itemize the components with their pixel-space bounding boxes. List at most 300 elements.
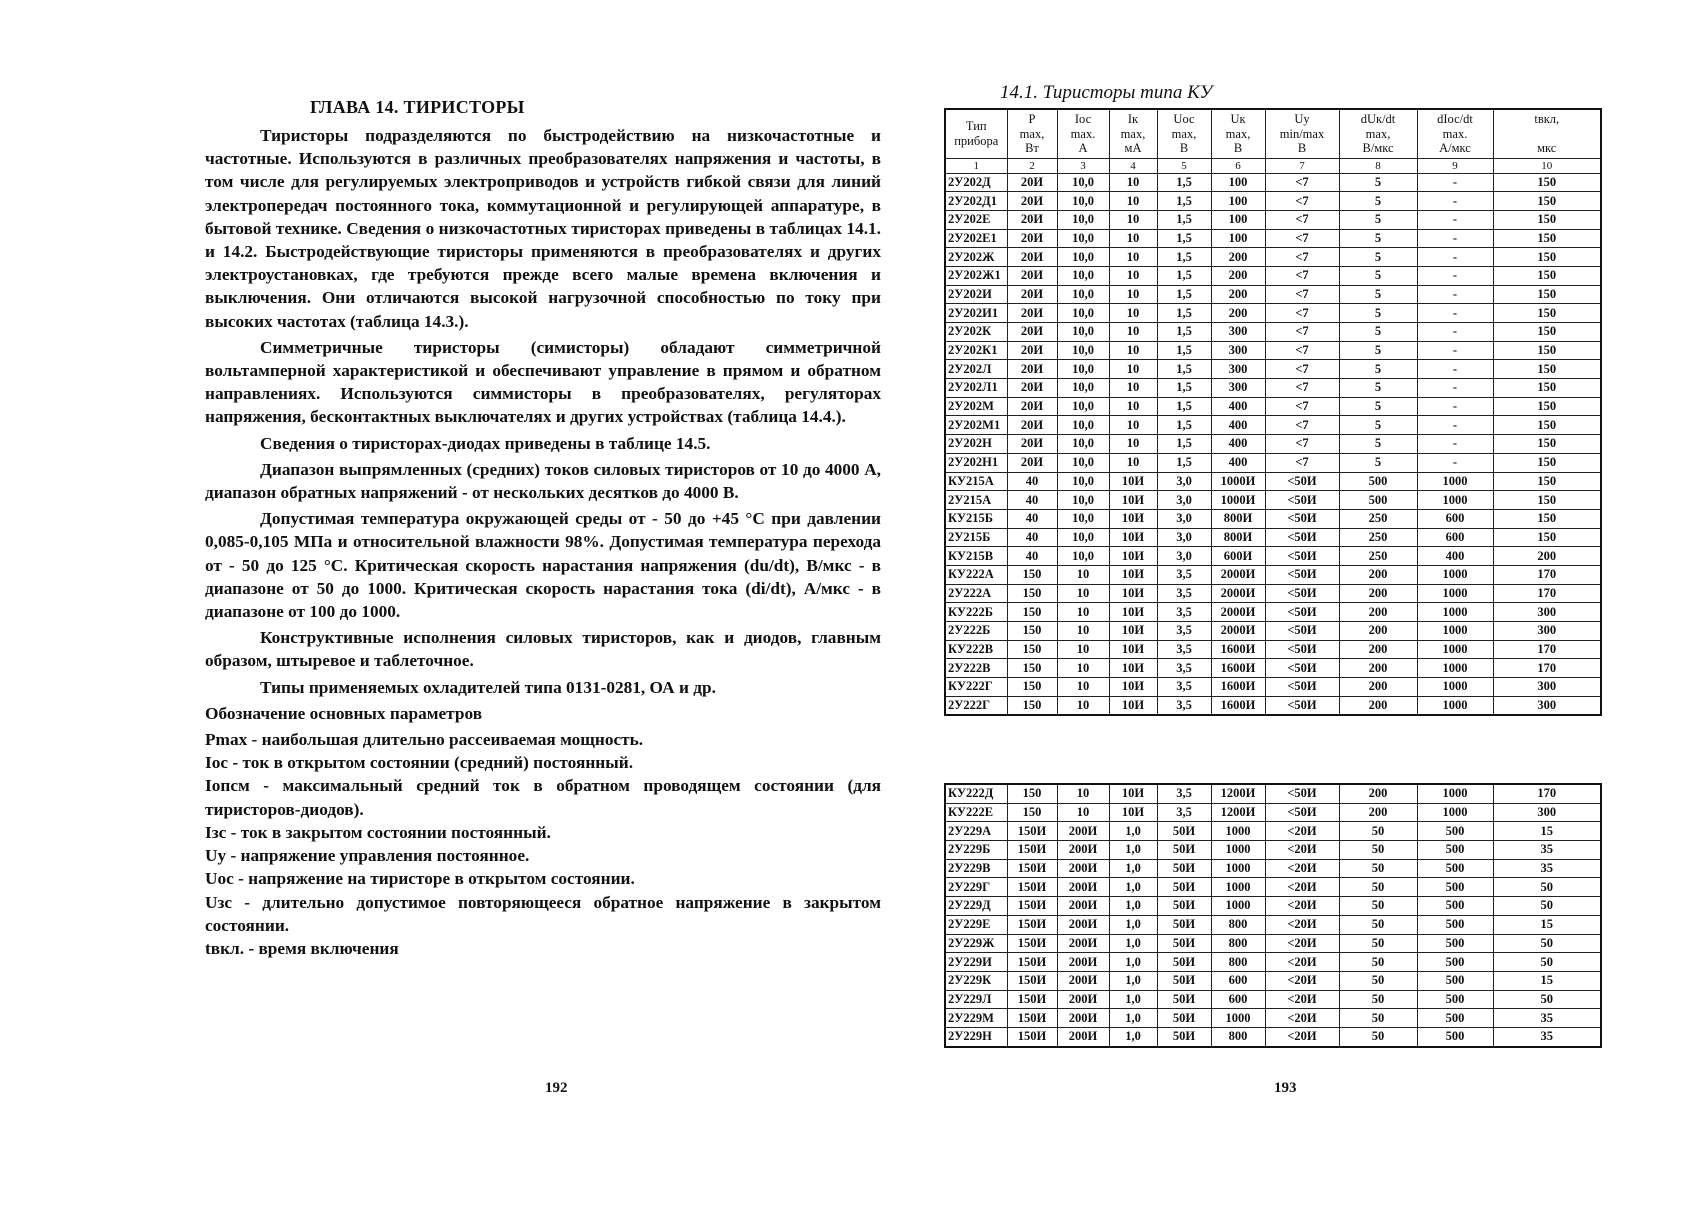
table-cell: 10,0 xyxy=(1057,472,1109,491)
table-cell: 10,0 xyxy=(1057,453,1109,472)
table-cell: 3,0 xyxy=(1157,547,1211,566)
table-cell: 5 xyxy=(1339,341,1417,360)
column-header xyxy=(1057,109,1109,158)
table-cell: 10,0 xyxy=(1057,379,1109,398)
table-cell: 1000 xyxy=(1417,472,1493,491)
table-cell: 150 xyxy=(1493,341,1601,360)
table-cell: <7 xyxy=(1265,173,1339,192)
device-type-cell: 2У229Н xyxy=(945,1027,1007,1046)
device-type-cell: 2У229И xyxy=(945,953,1007,972)
device-type-cell: 2У229Ж xyxy=(945,934,1007,953)
table-cell: 10И xyxy=(1109,803,1157,822)
paragraph: Типы применяемых охладителей типа 0131-0281, ОА и др. xyxy=(260,677,716,697)
table-cell: 600 xyxy=(1417,509,1493,528)
table-cell: <7 xyxy=(1265,248,1339,267)
table-cell: 10 xyxy=(1109,304,1157,323)
param-definition: Iос - ток в открытом состоянии (средний) постоянный. xyxy=(205,753,634,773)
column-header-line: max, xyxy=(1225,126,1251,141)
table-cell: 1600И xyxy=(1211,678,1265,697)
table-cell: 1000 xyxy=(1417,584,1493,603)
table-row xyxy=(945,659,1601,678)
table-cell: 150 xyxy=(1493,173,1601,192)
column-header-line: max, xyxy=(1171,126,1197,141)
table-cell: 40 xyxy=(1007,509,1057,528)
table-cell: 1,5 xyxy=(1157,360,1211,379)
table-cell: 500 xyxy=(1339,491,1417,510)
table-cell: - xyxy=(1417,323,1493,342)
table-cell: 5 xyxy=(1339,397,1417,416)
table-cell: 150И xyxy=(1007,971,1057,990)
table-cell: <20И xyxy=(1265,971,1339,990)
table-cell: 50 xyxy=(1339,990,1417,1009)
device-type-cell: КУ222А xyxy=(945,565,1007,584)
table-cell: 10И xyxy=(1109,603,1157,622)
table-cell: 500 xyxy=(1417,841,1493,860)
table-cell: 400 xyxy=(1211,453,1265,472)
table-cell: <20И xyxy=(1265,841,1339,860)
param-definition: Pmax - наибольшая длительно рассеиваемая мощность. xyxy=(205,730,644,750)
param-definition: Iзс - ток в закрытом состоянии постоянный. xyxy=(205,822,551,842)
table-row xyxy=(945,841,1601,860)
table-row xyxy=(945,341,1601,360)
table-cell: 200 xyxy=(1211,248,1265,267)
column-header xyxy=(1157,109,1211,158)
table-cell: 10,0 xyxy=(1057,491,1109,510)
column-header xyxy=(1417,109,1493,158)
table-cell: 200И xyxy=(1057,971,1109,990)
table-cell: 150И xyxy=(1007,897,1057,916)
table-cell: 20И xyxy=(1007,435,1057,454)
table-cell: 150И xyxy=(1007,859,1057,878)
table-cell: 200 xyxy=(1339,659,1417,678)
table-cell: - xyxy=(1417,285,1493,304)
table-cell: 10,0 xyxy=(1057,341,1109,360)
table-cell: 10И xyxy=(1109,640,1157,659)
table-cell: 150 xyxy=(1493,323,1601,342)
table-cell: 200И xyxy=(1057,822,1109,841)
table-cell: <20И xyxy=(1265,1027,1339,1046)
table-cell: 1,5 xyxy=(1157,248,1211,267)
table-cell: 170 xyxy=(1493,659,1601,678)
table-cell: 150И xyxy=(1007,1027,1057,1046)
table-cell: 500 xyxy=(1417,990,1493,1009)
column-header-line: В xyxy=(1297,141,1307,155)
table-cell: 1,0 xyxy=(1109,897,1157,916)
table-cell: 1,5 xyxy=(1157,173,1211,192)
table-cell: 10 xyxy=(1057,584,1109,603)
table-cell: 150 xyxy=(1007,565,1057,584)
table-cell: <7 xyxy=(1265,341,1339,360)
table-cell: <20И xyxy=(1265,915,1339,934)
table-cell: 50 xyxy=(1339,953,1417,972)
table-cell: 2000И xyxy=(1211,584,1265,603)
table-cell: 170 xyxy=(1493,584,1601,603)
device-type-cell: 2У229Д xyxy=(945,897,1007,916)
table-cell: 1,0 xyxy=(1109,841,1157,860)
column-number: 4 xyxy=(1109,158,1157,173)
table-cell: 10 xyxy=(1109,323,1157,342)
table-cell: <50И xyxy=(1265,784,1339,803)
table-cell: 300 xyxy=(1493,678,1601,697)
table-cell: 150 xyxy=(1493,453,1601,472)
table-cell: 5 xyxy=(1339,229,1417,248)
table-cell: 1,5 xyxy=(1157,323,1211,342)
table-cell: 1,0 xyxy=(1109,859,1157,878)
column-number: 7 xyxy=(1265,158,1339,173)
device-type-cell: 2У202Ж xyxy=(945,248,1007,267)
table-cell: 10 xyxy=(1057,603,1109,622)
table-cell: 500 xyxy=(1417,859,1493,878)
table-cell: 1,0 xyxy=(1109,822,1157,841)
column-header xyxy=(1007,109,1057,158)
table-cell: 200И xyxy=(1057,859,1109,878)
table-cell: 150 xyxy=(1007,622,1057,641)
table-cell: 150И xyxy=(1007,841,1057,860)
table-cell: 3,5 xyxy=(1157,784,1211,803)
device-type-cell: 2У229К xyxy=(945,971,1007,990)
column-header-line: tвкл, xyxy=(1534,112,1560,126)
table-cell: 300 xyxy=(1493,803,1601,822)
table-cell: 1,5 xyxy=(1157,379,1211,398)
table-cell: 10 xyxy=(1057,784,1109,803)
table-cell: <50И xyxy=(1265,491,1339,510)
table-cell: 10,0 xyxy=(1057,229,1109,248)
table-cell: 1000И xyxy=(1211,491,1265,510)
column-header-line: Uк xyxy=(1230,112,1246,126)
table-cell: 3,5 xyxy=(1157,584,1211,603)
table-cell: 150 xyxy=(1007,678,1057,697)
table-cell: 50И xyxy=(1157,971,1211,990)
table-cell: 150И xyxy=(1007,953,1057,972)
device-type-cell: 2У202Н xyxy=(945,435,1007,454)
table-cell: 300 xyxy=(1211,323,1265,342)
device-type-cell: 2У202Е xyxy=(945,210,1007,229)
table-cell: 10 xyxy=(1109,192,1157,211)
table-cell: 500 xyxy=(1339,472,1417,491)
table-cell: 10 xyxy=(1109,360,1157,379)
table-row xyxy=(945,285,1601,304)
table-cell: 200 xyxy=(1339,803,1417,822)
table-row xyxy=(945,678,1601,697)
table-cell: 100 xyxy=(1211,229,1265,248)
table-row xyxy=(945,859,1601,878)
table-cell: 10 xyxy=(1057,803,1109,822)
table-cell: <7 xyxy=(1265,304,1339,323)
table-cell: <7 xyxy=(1265,210,1339,229)
table-cell: 150 xyxy=(1493,379,1601,398)
table-cell: 40 xyxy=(1007,472,1057,491)
table-cell: 200И xyxy=(1057,878,1109,897)
table-cell: 1,5 xyxy=(1157,266,1211,285)
table-cell: 150 xyxy=(1493,266,1601,285)
table-cell: 10И xyxy=(1109,678,1157,697)
table-cell: 200 xyxy=(1211,266,1265,285)
table-cell: - xyxy=(1417,304,1493,323)
column-header-line: dIос/dt xyxy=(1437,112,1473,126)
device-type-cell: 2У202М1 xyxy=(945,416,1007,435)
table-cell: 5 xyxy=(1339,416,1417,435)
table-cell: 10,0 xyxy=(1057,416,1109,435)
column-header xyxy=(1339,109,1417,158)
column-header-line: В xyxy=(1233,141,1243,155)
table-cell: <7 xyxy=(1265,397,1339,416)
table-cell: 3,5 xyxy=(1157,640,1211,659)
table-cell: 15 xyxy=(1493,971,1601,990)
table-row xyxy=(945,397,1601,416)
table-cell: 5 xyxy=(1339,360,1417,379)
table-cell: 500 xyxy=(1417,822,1493,841)
table-cell: 10,0 xyxy=(1057,435,1109,454)
table-cell: 200 xyxy=(1339,784,1417,803)
table-cell: <20И xyxy=(1265,897,1339,916)
table-cell: 200 xyxy=(1339,565,1417,584)
table-cell: 50 xyxy=(1339,859,1417,878)
table-cell: 1600И xyxy=(1211,640,1265,659)
table-cell: <50И xyxy=(1265,547,1339,566)
table-row xyxy=(945,528,1601,547)
table-row xyxy=(945,822,1601,841)
table-cell: 1000 xyxy=(1211,878,1265,897)
table-cell: 300 xyxy=(1211,341,1265,360)
table-cell: 10,0 xyxy=(1057,266,1109,285)
table-cell: - xyxy=(1417,229,1493,248)
param-definition: Uос - напряжение на тиристоре в открытом состоянии. xyxy=(205,869,635,889)
table-cell: 10 xyxy=(1109,248,1157,267)
column-number-row xyxy=(945,158,1601,173)
column-header xyxy=(1211,109,1265,158)
column-number: 3 xyxy=(1057,158,1109,173)
device-type-cell: 2У215Б xyxy=(945,528,1007,547)
table-cell: 150И xyxy=(1007,915,1057,934)
table-cell: 150 xyxy=(1007,803,1057,822)
table-cell: 5 xyxy=(1339,323,1417,342)
table-row xyxy=(945,416,1601,435)
table-cell: 20И xyxy=(1007,173,1057,192)
table-cell: <20И xyxy=(1265,953,1339,972)
table-cell: 250 xyxy=(1339,528,1417,547)
table-row xyxy=(945,547,1601,566)
table-cell: <20И xyxy=(1265,822,1339,841)
table-cell: 1200И xyxy=(1211,803,1265,822)
table-cell: <50И xyxy=(1265,622,1339,641)
table-cell: 5 xyxy=(1339,210,1417,229)
table-row xyxy=(945,622,1601,641)
table-row xyxy=(945,323,1601,342)
table-cell: 200И xyxy=(1057,953,1109,972)
device-type-cell: 2У202К xyxy=(945,323,1007,342)
table-cell: 150И xyxy=(1007,822,1057,841)
table-cell: 1000 xyxy=(1417,565,1493,584)
table-cell: <50И xyxy=(1265,659,1339,678)
device-type-cell: КУ222Г xyxy=(945,678,1007,697)
param-definition: Uy - напряжение управления постоянное. xyxy=(205,846,530,866)
table-cell: 20И xyxy=(1007,229,1057,248)
table-cell: 10 xyxy=(1109,341,1157,360)
table-cell: 1000 xyxy=(1417,784,1493,803)
table-cell: 20И xyxy=(1007,341,1057,360)
table-cell: 150 xyxy=(1493,528,1601,547)
table-cell: 800И xyxy=(1211,528,1265,547)
table-cell: 50И xyxy=(1157,822,1211,841)
table-cell: - xyxy=(1417,379,1493,398)
table-cell: 10И xyxy=(1109,547,1157,566)
table-cell: <50И xyxy=(1265,472,1339,491)
table-row xyxy=(945,360,1601,379)
table-cell: - xyxy=(1417,248,1493,267)
table-cell: 150 xyxy=(1007,784,1057,803)
table-row xyxy=(945,953,1601,972)
table-cell: 600 xyxy=(1211,971,1265,990)
page-number: 192 xyxy=(545,1080,568,1096)
table-cell: 500 xyxy=(1417,934,1493,953)
device-type-cell: 2У229Е xyxy=(945,915,1007,934)
table-cell: - xyxy=(1417,416,1493,435)
column-number: 8 xyxy=(1339,158,1417,173)
table-cell: 150 xyxy=(1493,285,1601,304)
column-header-line: max, xyxy=(1019,126,1045,141)
device-type-cell: 2У202Д xyxy=(945,173,1007,192)
table-cell: 10,0 xyxy=(1057,192,1109,211)
table-cell: 35 xyxy=(1493,1009,1601,1028)
column-header-line: min/max xyxy=(1279,126,1325,141)
table-cell: 3,5 xyxy=(1157,603,1211,622)
device-type-cell: 2У229Л xyxy=(945,990,1007,1009)
table-cell: 20И xyxy=(1007,379,1057,398)
device-type-cell: КУ215Б xyxy=(945,509,1007,528)
table-cell: 100 xyxy=(1211,173,1265,192)
table-cell: 20И xyxy=(1007,453,1057,472)
table-cell: 10 xyxy=(1109,379,1157,398)
table-cell: <7 xyxy=(1265,379,1339,398)
table-cell: 10И xyxy=(1109,584,1157,603)
table-cell: - xyxy=(1417,210,1493,229)
table-cell: 10 xyxy=(1057,696,1109,715)
table-cell: <50И xyxy=(1265,584,1339,603)
table-cell: 10 xyxy=(1057,622,1109,641)
table-cell: 100 xyxy=(1211,192,1265,211)
table-cell: 5 xyxy=(1339,266,1417,285)
table-cell: 1,5 xyxy=(1157,416,1211,435)
table-cell: 10,0 xyxy=(1057,173,1109,192)
column-header-line: max. xyxy=(1442,126,1468,141)
device-type-cell: КУ215А xyxy=(945,472,1007,491)
table-cell: 10 xyxy=(1057,678,1109,697)
table-row xyxy=(945,304,1601,323)
table-cell: 20И xyxy=(1007,210,1057,229)
table-cell: 200И xyxy=(1057,915,1109,934)
table-row xyxy=(945,266,1601,285)
device-type-cell: 2У202Л1 xyxy=(945,379,1007,398)
table-cell: 50И xyxy=(1157,1027,1211,1046)
table-cell: 10И xyxy=(1109,784,1157,803)
table-cell: 20И xyxy=(1007,248,1057,267)
table-cell: 150 xyxy=(1493,360,1601,379)
table-cell: 150И xyxy=(1007,878,1057,897)
param-definition: Uзс - длительно допустимое повторяющееся обратное напряжение в закрытом состоянии. xyxy=(205,892,881,935)
device-type-cell: 2У202Л xyxy=(945,360,1007,379)
table-cell: 800И xyxy=(1211,509,1265,528)
chapter-title: ГЛАВА 14. ТИРИСТОРЫ xyxy=(310,97,525,117)
column-header xyxy=(945,109,1007,158)
table-cell: 170 xyxy=(1493,640,1601,659)
table-row xyxy=(945,603,1601,622)
table-cell: 50И xyxy=(1157,990,1211,1009)
column-header-line xyxy=(1495,127,1600,142)
table-cell: 1000И xyxy=(1211,472,1265,491)
table-cell: 200И xyxy=(1057,841,1109,860)
table-cell: 1,5 xyxy=(1157,397,1211,416)
column-header-line: В/мкс xyxy=(1362,141,1394,155)
table-cell: 40 xyxy=(1007,547,1057,566)
table-cell: 1000 xyxy=(1417,640,1493,659)
column-header-line: прибора xyxy=(954,133,999,148)
table-cell: 20И xyxy=(1007,266,1057,285)
column-header-line: max, xyxy=(1365,126,1391,141)
table-cell: 150 xyxy=(1493,192,1601,211)
table-cell: 150 xyxy=(1493,416,1601,435)
table-cell: 400 xyxy=(1417,547,1493,566)
column-number: 9 xyxy=(1417,158,1493,173)
table-cell: 10 xyxy=(1109,285,1157,304)
table-cell: <50И xyxy=(1265,565,1339,584)
device-type-cell: 2У229В xyxy=(945,859,1007,878)
table-cell: 1000 xyxy=(1211,841,1265,860)
table-cell: 50 xyxy=(1339,971,1417,990)
table-cell: 20И xyxy=(1007,285,1057,304)
table-cell: 170 xyxy=(1493,565,1601,584)
table-cell: 10 xyxy=(1109,266,1157,285)
table-cell: <50И xyxy=(1265,696,1339,715)
table-cell: 1000 xyxy=(1211,859,1265,878)
device-type-cell: 2У202К1 xyxy=(945,341,1007,360)
table-cell: - xyxy=(1417,435,1493,454)
column-number: 5 xyxy=(1157,158,1211,173)
table-cell: 50 xyxy=(1493,934,1601,953)
column-header-line: Iк xyxy=(1127,112,1139,126)
table-cell: 3,5 xyxy=(1157,622,1211,641)
table-cell: 10И xyxy=(1109,472,1157,491)
table-cell: 150 xyxy=(1007,640,1057,659)
paragraph: Конструктивные исполнения силовых тиристоров, как и диодов, главным образом, штыревое и таблеточное. xyxy=(205,628,881,671)
table-cell: 40 xyxy=(1007,491,1057,510)
table-cell: 1,0 xyxy=(1109,953,1157,972)
table-cell: 50И xyxy=(1157,934,1211,953)
table-cell: 150И xyxy=(1007,990,1057,1009)
table-cell: 150 xyxy=(1007,603,1057,622)
device-type-cell: 2У229М xyxy=(945,1009,1007,1028)
column-header-line: P xyxy=(1028,112,1036,126)
table-cell: 300 xyxy=(1493,696,1601,715)
table-cell: 150 xyxy=(1007,659,1057,678)
table-cell: 1,5 xyxy=(1157,229,1211,248)
table-cell: 50И xyxy=(1157,859,1211,878)
table-cell: 2000И xyxy=(1211,622,1265,641)
table-cell: 200 xyxy=(1339,603,1417,622)
table-cell: 1000 xyxy=(1417,659,1493,678)
table-cell: 10И xyxy=(1109,491,1157,510)
table-cell: 150 xyxy=(1493,304,1601,323)
table-cell: 50 xyxy=(1339,878,1417,897)
table-cell: 50 xyxy=(1339,915,1417,934)
table-cell: <7 xyxy=(1265,323,1339,342)
column-header-line: max, xyxy=(1120,126,1146,141)
thyristor-table-part-2 xyxy=(944,783,1602,1048)
table-cell: <7 xyxy=(1265,229,1339,248)
table-cell: 10,0 xyxy=(1057,323,1109,342)
table-cell: 10,0 xyxy=(1057,397,1109,416)
table-cell: 500 xyxy=(1417,971,1493,990)
table-cell: 200И xyxy=(1057,934,1109,953)
